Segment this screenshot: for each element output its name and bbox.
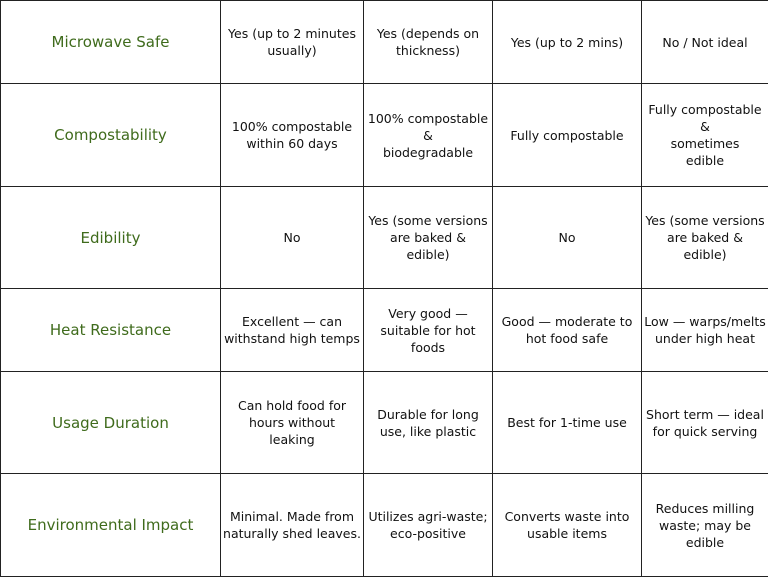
table-cell: 100% compostable within 60 days [221,84,364,187]
table-cell: Minimal. Made from naturally shed leaves. [221,474,364,577]
table-cell: Yes (some versions are baked & edible) [364,187,493,289]
table-cell: Converts waste into usable items [493,474,642,577]
table-row-heat-resistance [1,289,768,372]
row-header-environmental-impact: Environmental Impact [1,474,221,577]
row-header-microwave-safe: Microwave Safe [1,1,221,84]
table-cell: No [493,187,642,289]
table-cell: Can hold food for hours without leaking [221,372,364,474]
table-cell: Excellent — can withstand high temps [221,289,364,372]
row-header-usage-duration: Usage Duration [1,372,221,474]
table-row-usage-duration [1,372,768,474]
row-header-edibility: Edibility [1,187,221,289]
table-row-microwave-safe [1,1,768,84]
table-cell: Short term — ideal for quick serving [642,372,768,474]
table-cell: No [221,187,364,289]
table-cell: Yes (up to 2 minutes usually) [221,1,364,84]
table-row-edibility [1,187,768,289]
table-row-compostability [1,84,768,187]
table-cell: Fully compostable & sometimes edible [642,84,768,187]
table-cell: Fully compostable [493,84,642,187]
table-cell: Good — moderate to hot food safe [493,289,642,372]
row-header-heat-resistance: Heat Resistance [1,289,221,372]
table-cell: 100% compostable & biodegradable [364,84,493,187]
row-header-compostability: Compostability [1,84,221,187]
table-cell: Reduces milling waste; may be edible [642,474,768,577]
table-cell: Very good — suitable for hot foods [364,289,493,372]
table-cell: Durable for long use, like plastic [364,372,493,474]
table-cell: Yes (some versions are baked & edible) [642,187,768,289]
table-cell: Best for 1-time use [493,372,642,474]
table-cell: No / Not ideal [642,1,768,84]
table-cell: Yes (depends on thickness) [364,1,493,84]
table-row-environmental-impact [1,474,768,577]
table-cell: Low — warps/melts under high heat [642,289,768,372]
table-cell: Utilizes agri-waste; eco-positive [364,474,493,577]
table-cell: Yes (up to 2 mins) [493,1,642,84]
